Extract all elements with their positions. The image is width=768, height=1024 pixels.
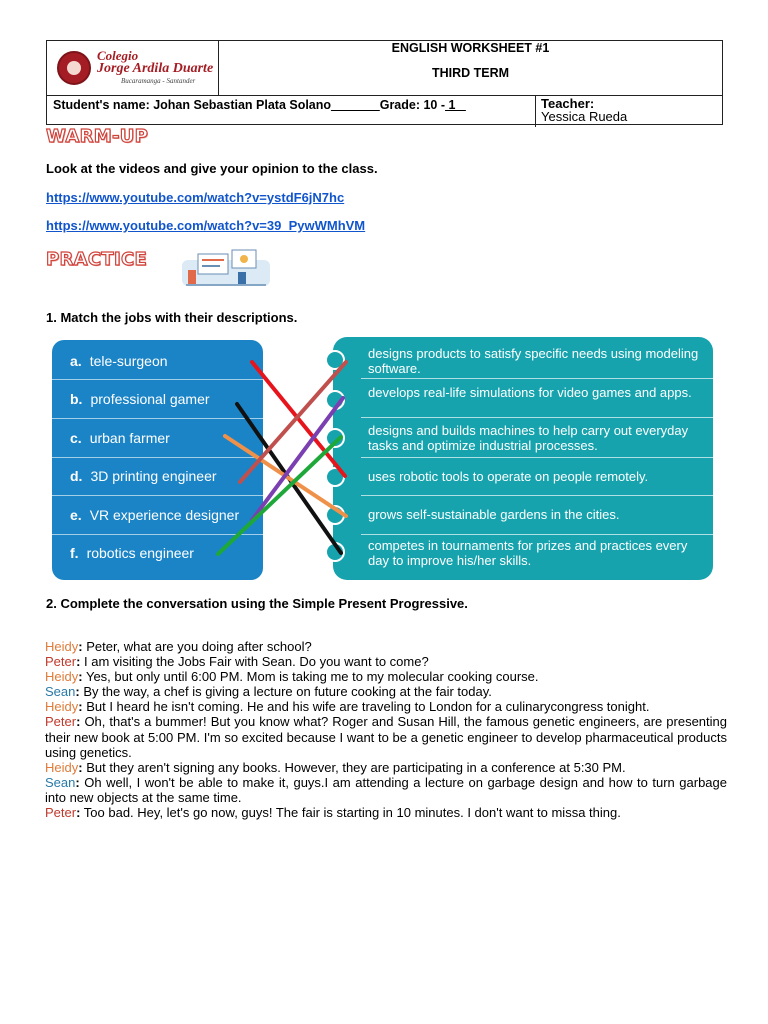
question-1: 1. Match the jobs with their descriptions.	[46, 310, 298, 325]
speaker-name: Peter	[45, 805, 77, 821]
warmup-instruction: Look at the videos and give your opinion to the class.	[46, 161, 378, 176]
dialogue-text: Too bad. Hey, let's go now, guys! The fair is starting in 10 minutes. I don't want to missa thing.	[80, 805, 621, 821]
job-label: urban farmer	[89, 430, 170, 446]
dialogue-text: By the way, a chef is giving a lecture on future cooking at the fair today.	[79, 684, 492, 700]
speaker-name: Peter	[45, 714, 77, 730]
school-name-line1: Colegio	[97, 48, 139, 63]
dialogue-text: But I heard he isn't coming. He and his wife are traveling to London for a culinarycongress tonight.	[82, 699, 650, 715]
speaker-name: Heidy	[45, 699, 79, 715]
student-name: Student's name: Johan Sebastian Plata Solano	[53, 98, 332, 112]
dialogue-text: But they aren't signing any books. However, they are participating in a conference at 5:30 PM.	[82, 759, 626, 775]
speaker-name: Sean	[45, 774, 76, 790]
dialogue-line: Heidy: But they aren't signing any books. However, they are participating in a conference at 5:30 PM.	[45, 759, 626, 775]
dialogue-line: Peter: I am visiting the Jobs Fair with Sean. Do you want to come?	[45, 654, 429, 670]
description-1: designs products to satisfy specific needs using modeling software.	[368, 346, 699, 376]
job-label: VR experience designer	[89, 507, 240, 523]
job-label: tele-surgeon	[89, 353, 168, 369]
job-label: robotics engineer	[86, 545, 194, 561]
school-city: Bucaramanga - Santander	[121, 77, 196, 85]
dialogue-text: Oh well, I won't be able to make it, guys.I am attending a lecture on garbage design and how to turn garbage into new objects at the same time.	[45, 774, 727, 805]
teacher-name: Yessica Rueda	[541, 109, 628, 124]
job-label: professional gamer	[90, 391, 210, 407]
description-2: develops real-life simulations for video games and apps.	[368, 385, 692, 400]
speaker-name: Heidy	[45, 639, 79, 654]
speaker-name: Sean	[45, 684, 76, 700]
dialogue-line: Heidy: Yes, but only until 6:00 PM. Mom is taking me to my molecular cooking course.	[45, 669, 539, 685]
job-letter: b.	[70, 391, 83, 407]
description-6: competes in tournaments for prizes and practices every day to improve his/her skills.	[368, 538, 688, 568]
dialogue-line: Heidy: Peter, what are you doing after school?	[45, 639, 312, 654]
job-letter: a.	[70, 353, 82, 369]
grade-value: 1	[445, 98, 466, 112]
dialogue-line: Peter: Oh, that's a bummer! But you know what? Roger and Susan Hill, the famous genetic engineers, are presenting their new book at 5:00 PM. I'm so excited because I want to be a genetic engineer to develop pharmaceutical products using genetics.	[45, 714, 727, 760]
speaker-name: Peter	[45, 654, 77, 670]
video-link-1[interactable]: https://www.youtube.com/watch?v=ystdF6jN7hc	[46, 190, 345, 205]
dialogue-line: Peter: Too bad. Hey, let's go now, guys! The fair is starting in 10 minutes. I don't want to missa thing.	[45, 805, 621, 821]
dialogue-line: Sean: Oh well, I won't be able to make it, guys.I am attending a lecture on garbage design and how to turn garbage into new objects at the same time.	[45, 774, 727, 805]
warmup-title: WARM-UP	[46, 126, 149, 147]
dialogue-line: Sean: By the way, a chef is giving a lecture on future cooking at the fair today.	[45, 684, 492, 700]
match-line-f	[218, 437, 341, 554]
question-2: 2. Complete the conversation using the Simple Present Progressive.	[46, 596, 468, 611]
dialogue-text: Yes, but only until 6:00 PM. Mom is taking me to my molecular cooking course.	[82, 669, 539, 685]
school-name-line2: Jorge Ardila Duarte	[97, 61, 214, 76]
speaker-name: Heidy	[45, 669, 79, 685]
dialogue-text: Peter, what are you doing after school?	[82, 639, 312, 654]
job-label: 3D printing engineer	[90, 468, 217, 484]
job-letter: c.	[70, 430, 82, 446]
video-link-2[interactable]: https://www.youtube.com/watch?v=39_PywWMhVM	[46, 218, 366, 233]
job-letter: e.	[70, 507, 82, 523]
job-letter: f.	[70, 545, 79, 561]
conversation	[45, 639, 727, 820]
dialogue-text: Oh, that's a bummer! But you know what? Roger and Susan Hill, the famous genetic engineers, are presenting their new book at 5:00 PM. I'm so excited because I want to be a genetic engineer to develop pharmaceutical products using genetics.	[45, 714, 727, 760]
speaker-name: Heidy	[45, 759, 79, 775]
grade-label: Grade: 10 -	[379, 98, 446, 112]
worksheet-title: ENGLISH WORKSHEET #1	[391, 41, 550, 55]
teacher-label: Teacher:	[541, 96, 595, 111]
student-blank: _______	[331, 98, 380, 112]
description-4: uses robotic tools to operate on people remotely.	[368, 469, 649, 484]
job-letter: d.	[70, 468, 83, 484]
dialogue-text: I am visiting the Jobs Fair with Sean. Do you want to come?	[80, 654, 429, 670]
practice-title: PRACTICE	[46, 249, 148, 270]
description-5: grows self-sustainable gardens in the cities.	[368, 507, 620, 522]
description-3: designs and builds machines to help carry out everyday tasks and optimize industrial processes.	[368, 423, 689, 453]
dialogue-line: Heidy: But I heard he isn't coming. He and his wife are traveling to London for a culinarycongress tonight.	[45, 699, 650, 715]
term-title: THIRD TERM	[431, 66, 510, 80]
